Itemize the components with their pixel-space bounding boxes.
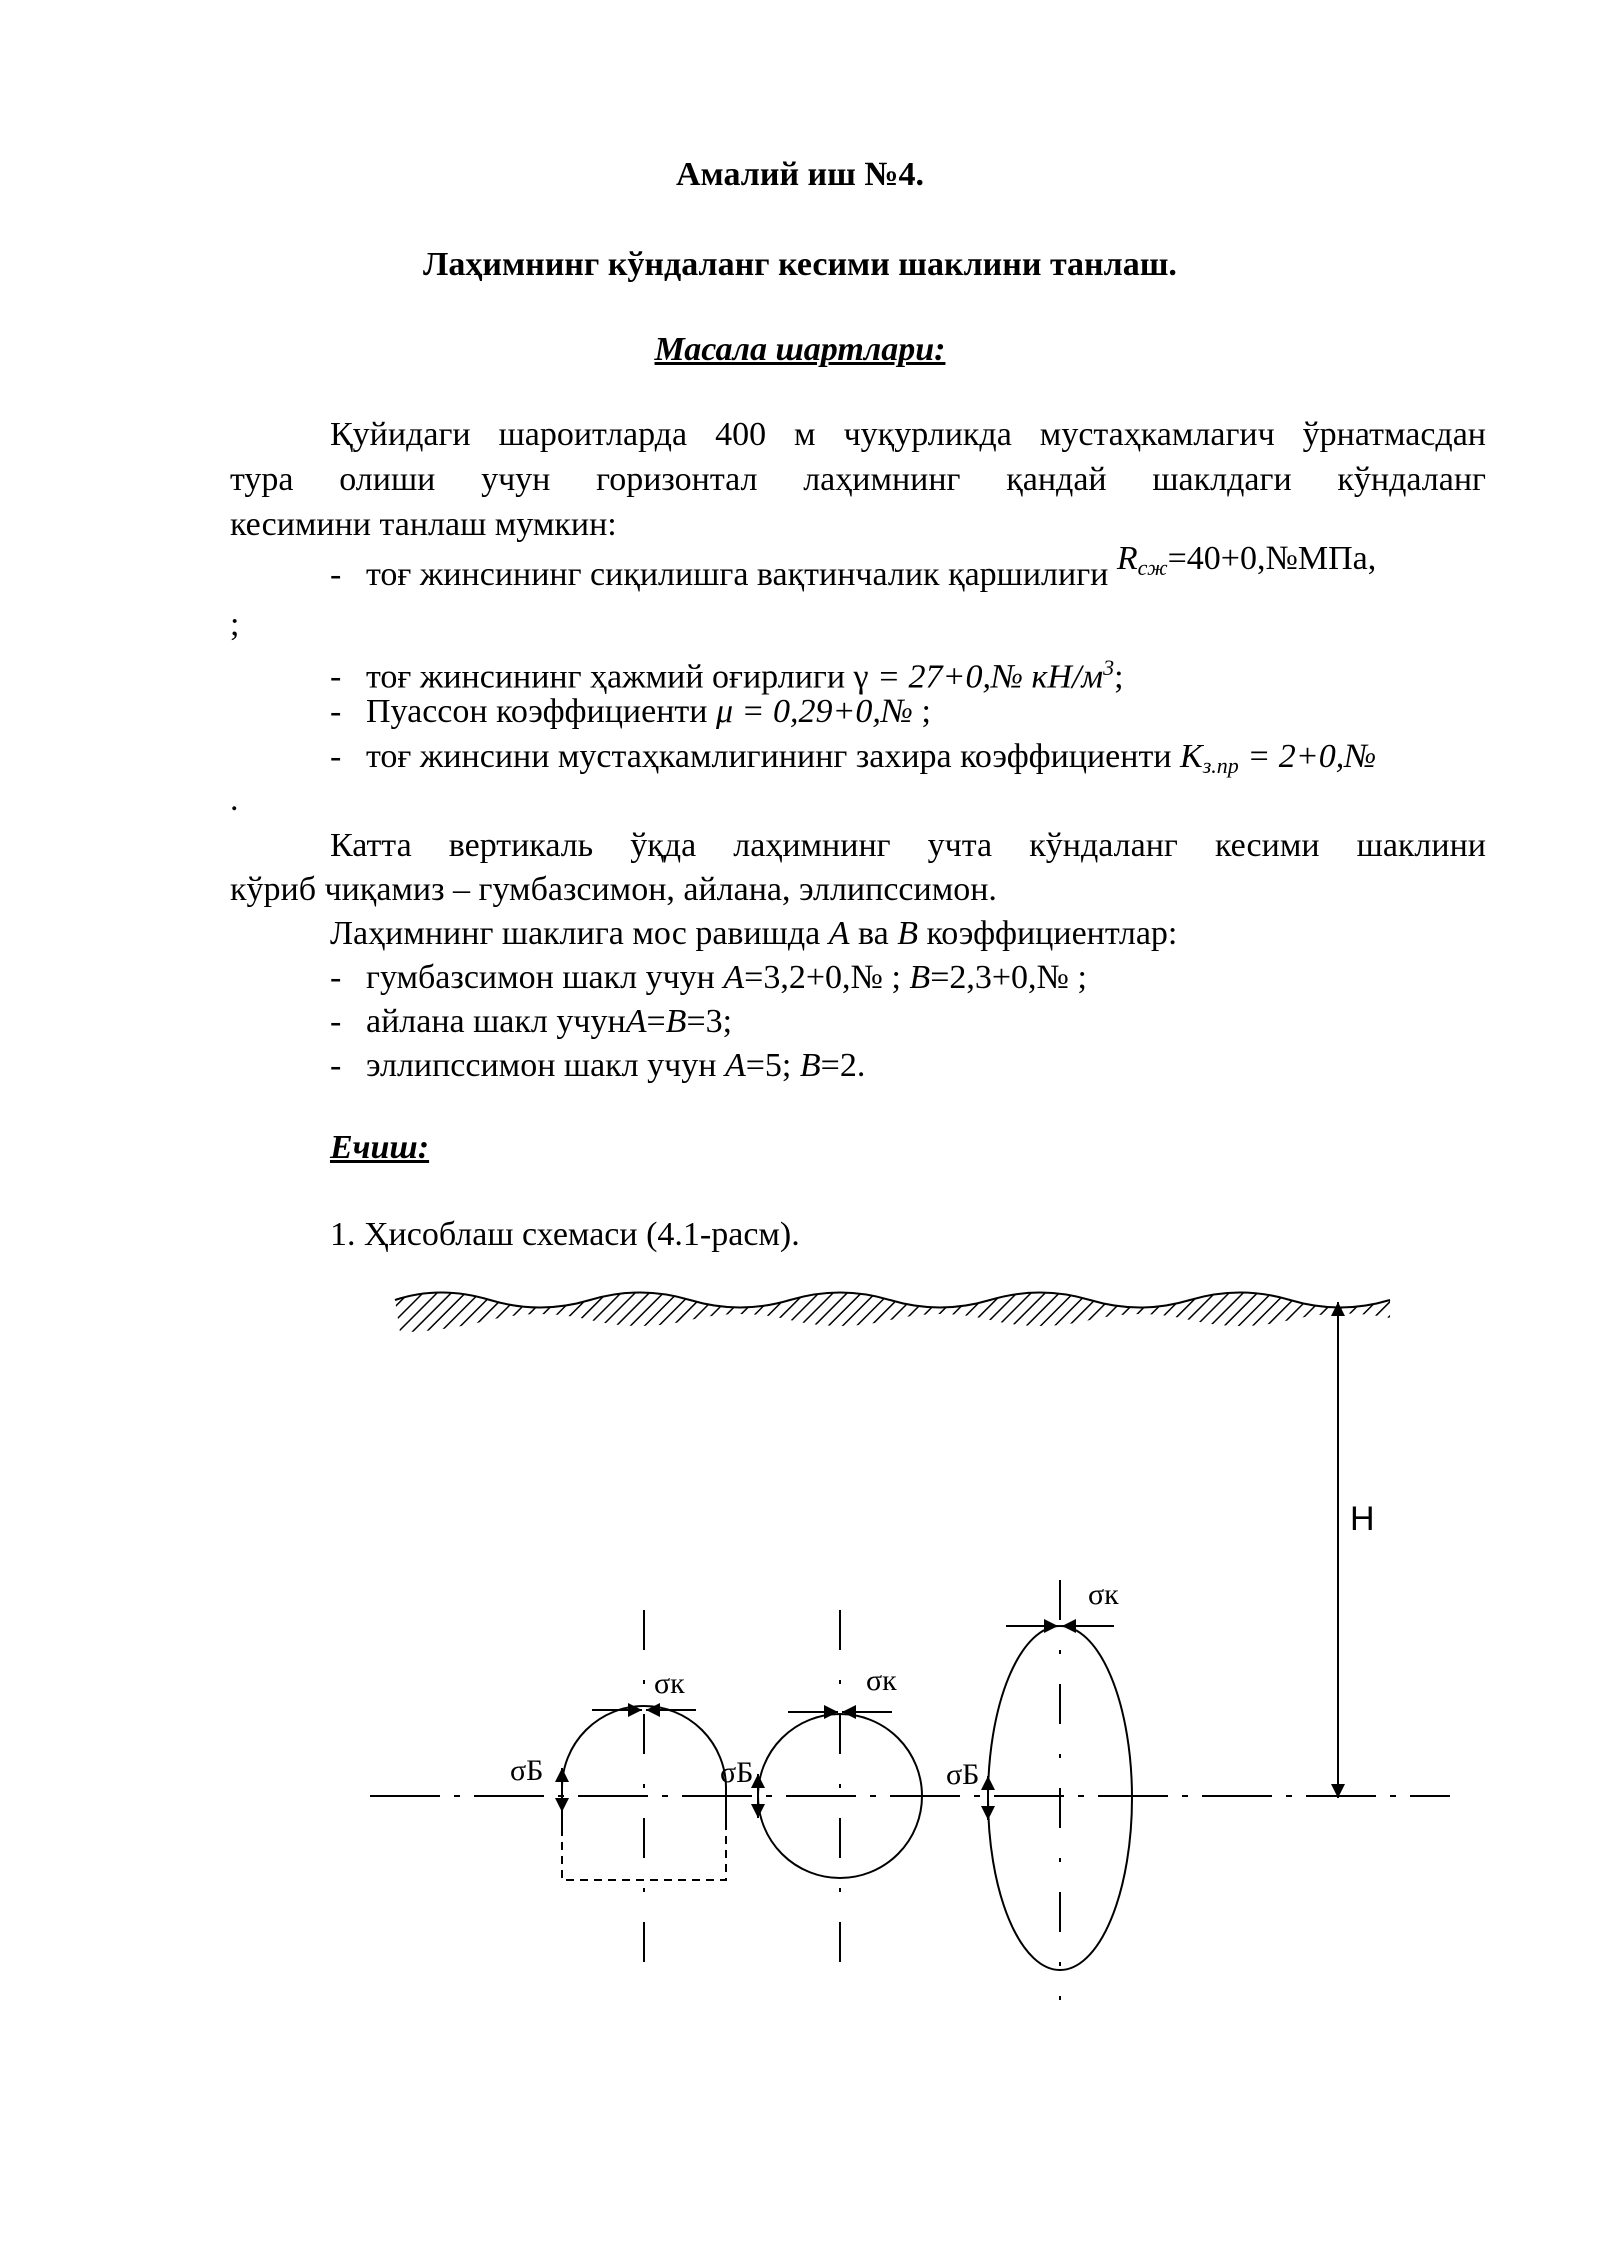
param-unit-weight: - тоғ жинсининг ҳажмий оғирлиги γ = 27+0,№ $кН/м^3$; [330,655,1124,696]
sigma-b-label: σБ [720,1756,754,1789]
intro-line-1: Қуйидаги шароитларда 400 м чуқурликда мустаҳкамлагич ўрнатмасдан [330,416,1486,453]
ellipse-shape [946,1578,1132,2000]
param-compressive-strength [330,540,1377,604]
param-poisson: - Пуассон коэффициенти μ = 0,29+0,№ ; [330,693,931,730]
depth-label: H [1350,1500,1375,1538]
intro-line-2: тура олиши учун горизонтал лаҳимнинг қандай шаклдаги кўндаланг [230,461,1486,498]
sigma-b-label: σБ [946,1758,980,1791]
shapes-line-1: Катта вертикаль ўқда лаҳимнинг учта кўндаланг кесими шаклини [330,827,1486,864]
sigma-k-label: σк [654,1667,685,1700]
shapes-line-2: кўриб чиқамиз – гумбазсимон, айлана, эллипссимон. [230,871,997,908]
coef-intro: Лаҳимнинг шаклига мос равишда A ва B коэффициентлар: [330,915,1178,952]
coef-ellipse: - эллипссимон шакл учун A=5; B=2. [330,1047,866,1084]
coef-dome: - гумбазсимон шакл учун A=3,2+0,№ ; B=2,3+0,№ ; [330,959,1087,996]
list-dash: - [330,556,342,593]
param-tail-2: . [230,781,239,818]
page-title: Амалий иш №4. [676,156,924,193]
conditions-heading: Масала шартлари: [654,331,946,368]
calculation-scheme-figure [350,1280,1480,2010]
depth-dimension [1338,1302,1375,1798]
coef-circle: - айлана шакл учунA=B=3; [330,1003,733,1040]
param-text: тоғ жинсининг сиқилишга вақтинчалик қаршилиги [366,556,1109,593]
param-safety-factor: - тоғ жинсини мустаҳкамлигининг захира коэффициенти $K_{з.пр}$ = 2+0,№ [330,738,1377,778]
sigma-b-label: σБ [510,1754,544,1787]
intro-line-3: кесимини танлаш мумкин: [230,506,617,543]
sigma-k-label: σк [1088,1578,1119,1611]
ground-surface [395,1293,1390,1333]
solution-heading: Ечиш: [330,1129,430,1166]
sigma-k-label: σк [866,1664,897,1697]
param-tail: ; [230,606,240,643]
page-subtitle: Лаҳимнинг кўндаланг кесими шаклини танлаш. [423,246,1177,283]
step-1: 1. Ҳисоблаш схемаси (4.1-расм). [330,1216,800,1253]
param-formula: $R_{сж}=40+0,№МПа$, [1116,540,1377,580]
